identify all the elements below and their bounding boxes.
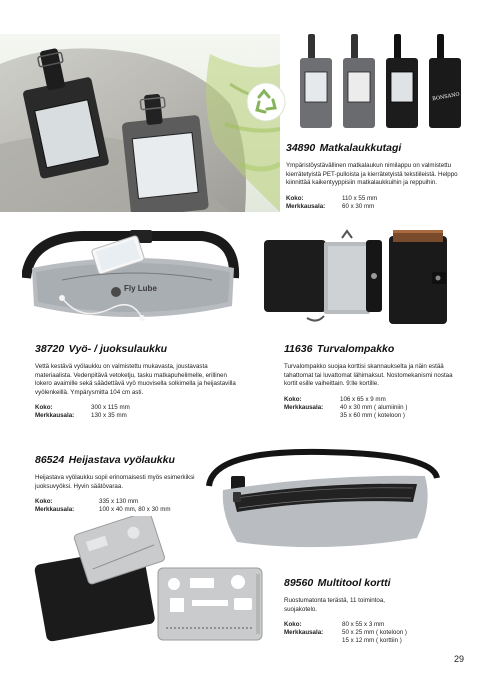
spec-label <box>284 637 342 645</box>
spec-value: 300 x 115 mm <box>91 404 130 412</box>
product-heading <box>284 573 459 591</box>
spec-value: 110 x 55 mm <box>342 194 378 202</box>
product-name: Vyö- / juoksulaukku <box>68 343 168 355</box>
product-heading <box>35 339 240 357</box>
spec-value: 35 x 60 mm ( koteloon ) <box>340 411 405 419</box>
spec-label: Koko: <box>284 395 302 403</box>
product-86524 <box>35 450 205 514</box>
product-number: 34890 <box>286 142 316 154</box>
product-number: 38720 <box>35 343 65 355</box>
running-belt-photo <box>22 228 240 338</box>
security-wallet-photo <box>262 228 452 328</box>
product-heading <box>284 339 464 357</box>
spec-label: Koko: <box>286 194 304 202</box>
spec-label: Koko: <box>284 621 302 629</box>
product-specs <box>286 195 466 211</box>
spec-size <box>35 404 240 412</box>
multitool-card-photo <box>30 516 270 646</box>
product-number: 89560 <box>284 577 314 589</box>
spec-value: 60 x 30 mm <box>342 202 375 210</box>
spec-value: 80 x 55 x 3 mm <box>342 621 385 629</box>
spec-value: 15 x 12 mm ( korttiin ) <box>342 637 402 645</box>
spec-value: 335 x 130 mm <box>99 498 139 506</box>
product-description: Heijastava vyölaukku sopii erinomaisesti myös esimerkiksi juoksuvyöksi. Hyvin säätövaraa. <box>35 474 195 490</box>
spec-print-area <box>35 412 240 420</box>
recycle-icon <box>246 82 286 122</box>
spec-print-area <box>284 404 464 412</box>
spec-label: Merkkausala: <box>284 403 324 411</box>
spec-value: 50 x 25 mm ( koteloon ) <box>342 629 407 637</box>
spec-label: Koko: <box>35 498 53 506</box>
product-name: Heijastava vyölaukku <box>68 454 175 466</box>
product-89560 <box>284 573 459 645</box>
product-description: Ympäristöystävällinen matkalaukun nimilappu on valmistettu kierrätetyistä PET-pulloista ja kierrätetyistä tekstiileistä. Helppo kiinnittää kaikentyyppisiin matkalaukkuihin ja reppuihin. <box>286 162 458 187</box>
spec-label: Merkkausala: <box>284 629 324 637</box>
product-description: Ruostumatonta terästä, 11 toimintoa, suojakotelo. <box>284 597 386 613</box>
product-description: Turvalompakko suojaa korttisi skannaukselta ja näin estää tahattomat tai luvattomat lähimaksut. Nostomekanismi nostaa kortit esille vaiheittain. 9:lle kortille. <box>284 363 453 388</box>
spec-print-area <box>284 629 459 637</box>
product-34890 <box>286 138 466 211</box>
spec-size <box>284 621 459 629</box>
spec-label: Merkkausala: <box>35 506 75 514</box>
product-heading <box>286 138 466 156</box>
product-specs <box>284 396 464 420</box>
spec-value: 100 x 40 mm, 80 x 30 mm <box>99 506 171 514</box>
spec-print-area <box>35 506 205 514</box>
product-11636 <box>284 339 464 420</box>
product-name: Multitool kortti <box>317 577 391 589</box>
bonsano-logo: BONSANO <box>431 91 461 103</box>
product-name: Turvalompakko <box>316 343 395 355</box>
product-number: 11636 <box>284 343 313 355</box>
product-description: Vettä kestävä vyölaukku on valmistettu mukavasta, joustavasta materiaalista. Vedenpitävä vetoketju, tasku matkapuhelimelle, erillinen lokero avaimille sekä säädettävä vyö muovisella solkimella ja heijastavilla vyölenkeillä. Ympärysmitta 104 cm asti. <box>35 363 236 396</box>
spec-label: Merkkausala: <box>286 202 326 210</box>
spec-print-area <box>286 203 466 211</box>
spec-size <box>286 195 466 203</box>
spec-size <box>35 498 205 506</box>
product-heading <box>35 450 205 468</box>
luggage-tags-row <box>298 34 466 134</box>
product-name: Matkalaukkutagi <box>319 142 402 154</box>
spec-print-area-extra <box>284 637 459 645</box>
product-specs <box>35 498 205 514</box>
product-number: 86524 <box>35 454 65 466</box>
spec-value: 40 x 30 mm ( alumiiniin ) <box>340 403 408 411</box>
spec-value: 130 x 35 mm <box>91 412 127 420</box>
page-number: 29 <box>454 654 465 664</box>
spec-value: 106 x 65 x 9 mm <box>340 395 386 403</box>
spec-label: Merkkausala: <box>35 412 75 420</box>
spec-label: Koko: <box>35 404 53 412</box>
spec-label <box>284 412 340 420</box>
product-specs <box>35 404 240 420</box>
spec-size <box>284 396 464 404</box>
spec-print-area-extra <box>284 412 464 420</box>
luggage-tag-photo <box>0 34 280 212</box>
product-specs <box>284 621 459 645</box>
product-38720 <box>35 339 240 420</box>
flylube-logo: Fly Lube <box>124 284 157 293</box>
